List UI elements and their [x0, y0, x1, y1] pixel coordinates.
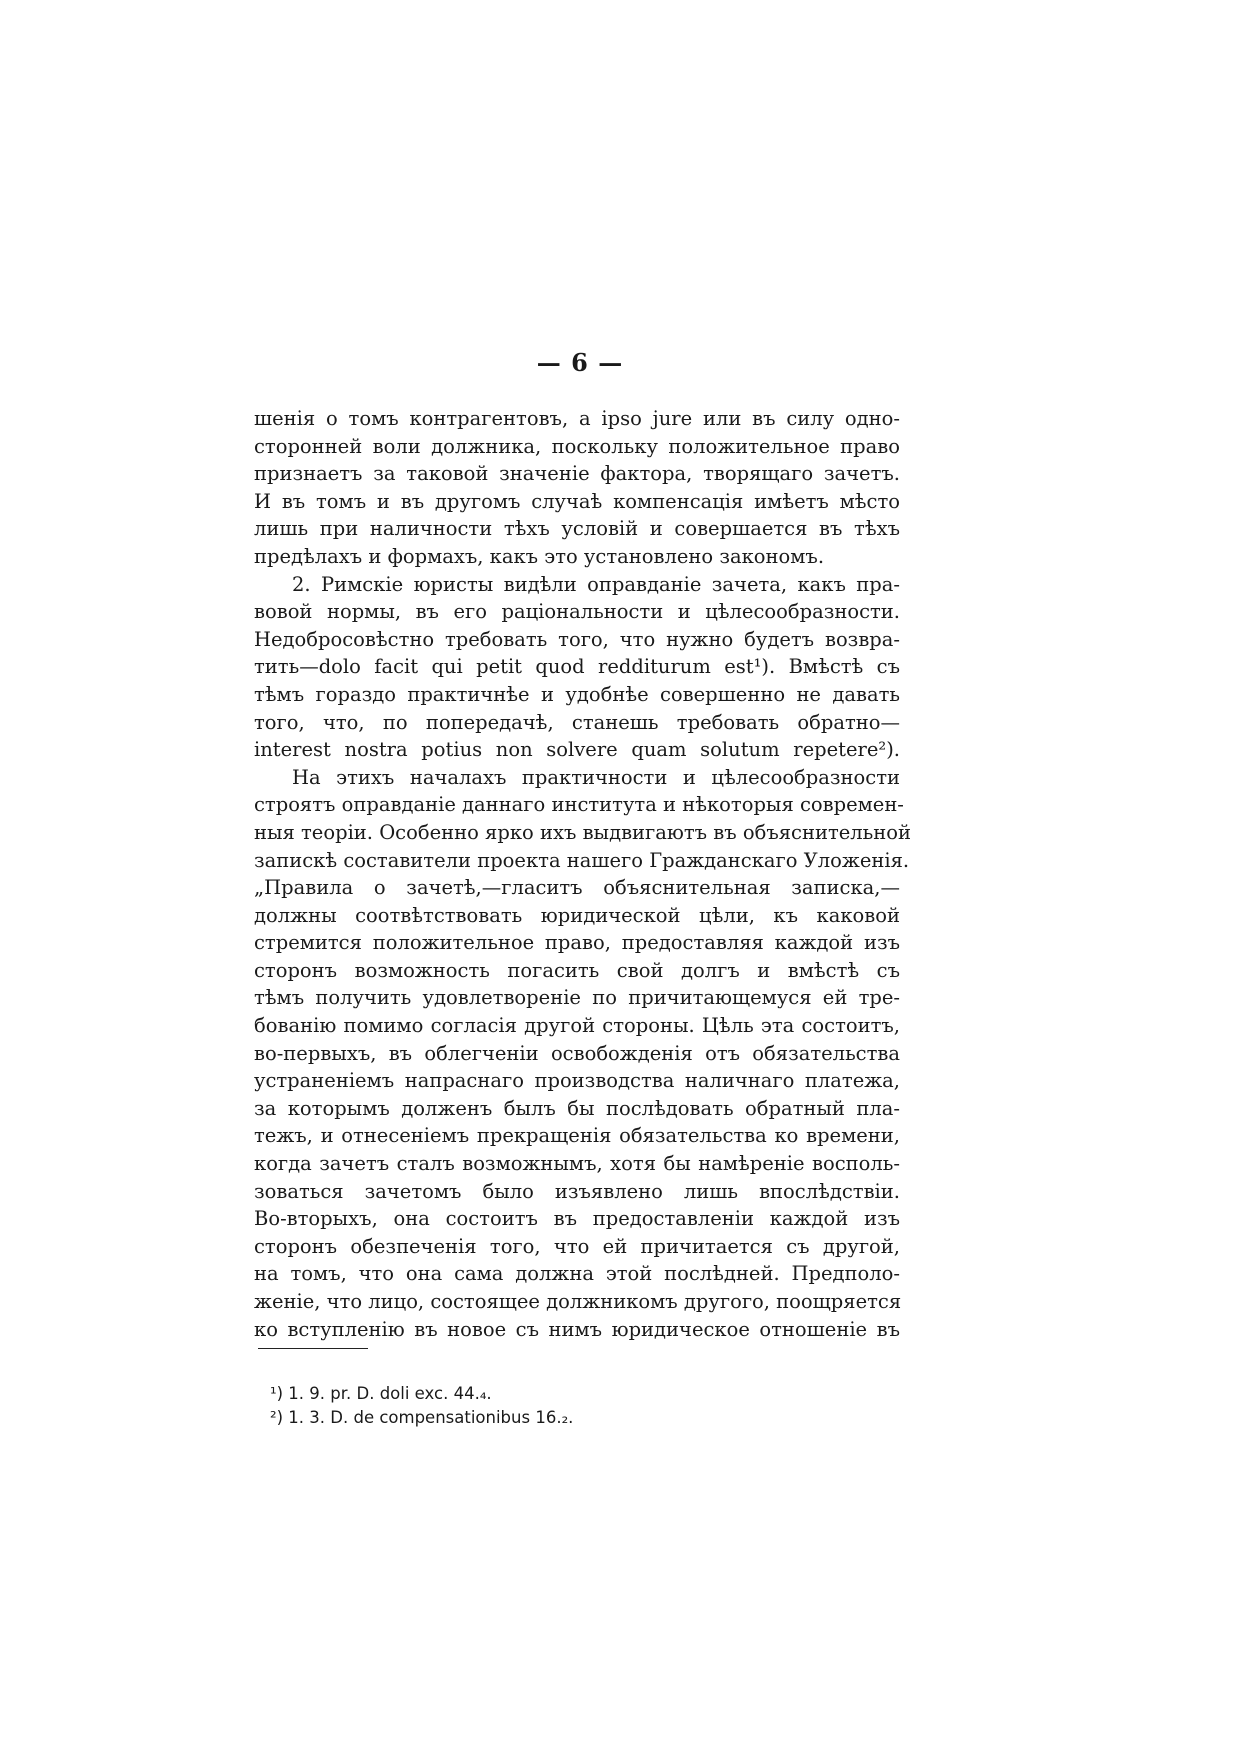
text-line: Недобросовѣстно требовать того, что нужно будетъ возвра- [254, 627, 900, 651]
text-line: когда зачетъ сталъ возможнымъ, хотя бы намѣреніе восполь- [254, 1152, 900, 1176]
text-line: того, что, по попередачѣ, станешь требовать обратно— [254, 710, 900, 734]
text-line: И въ томъ и въ другомъ случаѣ компенсація имѣетъ мѣсто [254, 489, 900, 513]
text-line: 2. Римскіе юристы видѣли оправданіе зачета, какъ пра- [292, 572, 900, 596]
text-line: во-первыхъ, въ облегченіи освобожденія отъ обязательства [254, 1041, 900, 1065]
text-line: тѣмъ получить удовлетвореніе по причитающемуся ей тре- [254, 986, 900, 1010]
text-line: стремится положительное право, предоставляя каждой изъ [254, 931, 900, 955]
text-line: устраненіемъ напраснаго производства наличнаго платежа, [254, 1069, 900, 1093]
text-line: запискѣ составители проекта нашего Гражданскаго Уложенія. [254, 848, 910, 872]
text-line: тѣмъ гораздо практичнѣе и удобнѣе совершенно не давать [254, 682, 900, 706]
text-line: должны соотвѣтствовать юридической цѣли, къ каковой [254, 903, 900, 927]
text-line: бованію помимо согласія другой стороны. Цѣль эта состоитъ, [254, 1014, 900, 1038]
text-line: предѣлахъ и формахъ, какъ это установлено закономъ. [254, 544, 825, 568]
footnotes [270, 1382, 670, 1430]
text-line: ко вступленію въ новое съ нимъ юридическое отношеніе въ [254, 1317, 900, 1341]
text-line: сторонъ возможность погасить свой долгъ и вмѣстѣ съ [254, 958, 900, 982]
text-line: за которымъ долженъ былъ бы послѣдовать обратный пла- [254, 1096, 900, 1120]
text-line: „Правила о зачетѣ,—гласитъ объяснительная записка,— [254, 876, 900, 900]
text-line: Во-вторыхъ, она состоитъ въ предоставленіи каждой изъ [254, 1207, 900, 1231]
text-line: строятъ оправданіе даннаго института и нѣкоторыя современ- [254, 793, 904, 817]
footnote-1: ¹) 1. 9. pr. D. doli exc. 44.₄. [270, 1384, 492, 1403]
footnote-2: ²) 1. 3. D. de compensationibus 16.₂. [270, 1408, 574, 1427]
text-line: лишь при наличности тѣхъ условій и совершается въ тѣхъ [254, 517, 900, 541]
text-line: сторонней воли должника, поскольку положительное право [254, 434, 900, 458]
text-line: На этихъ началахъ практичности и цѣлесообразности [292, 765, 900, 789]
footnote-divider [258, 1348, 368, 1349]
body-text [254, 405, 912, 1343]
text-line: на томъ, что она сама должна этой послѣдней. Предполо- [254, 1262, 900, 1286]
text-line: признаетъ за таковой значеніе фактора, творящаго зачетъ. [254, 462, 900, 486]
text-line: тежъ, и отнесеніемъ прекращенія обязательства ко времени, [254, 1124, 900, 1148]
text-line: ныя теоріи. Особенно ярко ихъ выдвигаютъ въ объяснительной [254, 820, 912, 844]
text-line: женіе, что лицо, состоящее должникомъ другого, поощряется [254, 1290, 902, 1313]
text-line: зоваться зачетомъ было изъявлено лишь впослѣдствіи. [254, 1179, 900, 1203]
text-line: шенія о томъ контрагентовъ, а ipso jure или въ силу одно- [254, 407, 900, 430]
text-line: вовой нормы, въ его раціональности и цѣлесообразности. [254, 600, 900, 624]
page-number: — 6 — [536, 348, 624, 377]
text-line: interest nostra potius non solvere quam solutum repetere²). [254, 738, 900, 762]
text-line: тить—dolo facit qui petit quod redditurum est¹). Вмѣстѣ съ [254, 655, 900, 679]
text-line: сторонъ обезпеченія того, что ей причитается съ другой, [254, 1234, 900, 1258]
